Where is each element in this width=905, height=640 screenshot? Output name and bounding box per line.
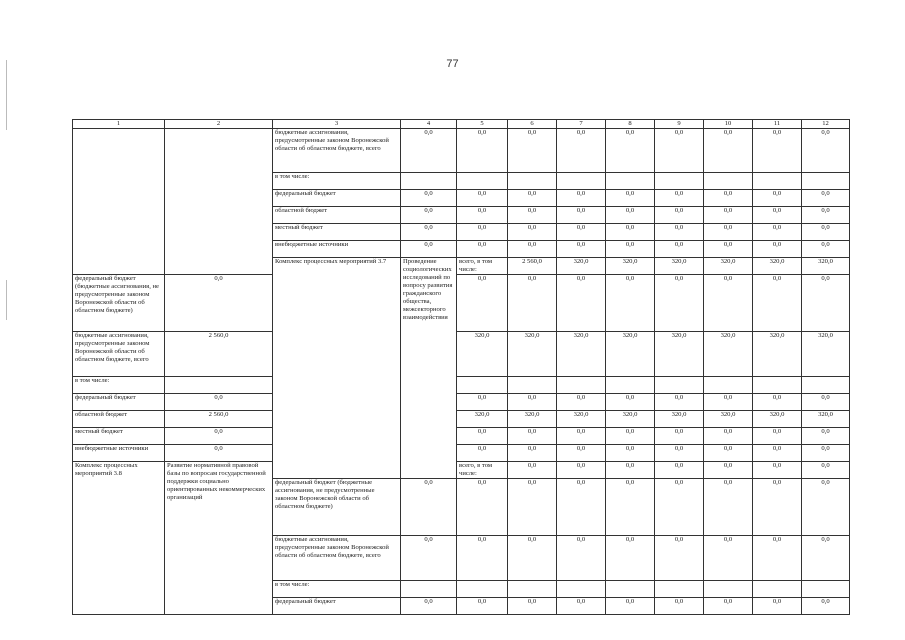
value-cell: 320,0 [508,332,557,377]
row-label: областной бюджет [73,411,165,428]
value-cell: 0,0 [802,394,850,411]
value-cell [606,377,655,394]
value-cell: 320,0 [606,258,655,275]
row-label: местный бюджет [273,224,401,241]
value-cell [753,173,802,190]
value-cell: 320,0 [704,258,753,275]
col-header: 8 [606,120,655,129]
value-cell: 0,0 [704,275,753,332]
value-cell [802,173,850,190]
scan-mark [6,280,7,320]
value-cell: 0,0 [655,462,704,479]
value-cell: 0,0 [401,224,457,241]
value-cell: 0,0 [557,129,606,173]
table-row [73,129,850,173]
table-row [73,428,850,445]
value-cell [606,173,655,190]
value-cell: 0,0 [606,394,655,411]
value-cell: 0,0 [508,241,557,258]
value-cell: 2 560,0 [508,258,557,275]
value-cell: 0,0 [457,536,508,581]
value-cell: 0,0 [753,598,802,615]
value-cell: 0,0 [655,241,704,258]
col-header: 1 [73,120,165,129]
value-cell: 0,0 [802,224,850,241]
value-cell: 0,0 [457,275,508,332]
value-cell: 0,0 [655,598,704,615]
col-header: 6 [508,120,557,129]
value-cell: 0,0 [753,275,802,332]
value-cell: 0,0 [753,536,802,581]
value-cell: 320,0 [457,332,508,377]
value-cell: 0,0 [508,462,557,479]
value-cell: 0,0 [704,598,753,615]
row-label: областной бюджет [273,207,401,224]
value-cell: 0,0 [753,479,802,536]
value-cell: 0,0 [557,462,606,479]
value-cell: 0,0 [802,479,850,536]
row-label: в том числе: [73,377,165,394]
col-header: 5 [457,120,508,129]
value-cell: 320,0 [753,258,802,275]
value-cell: 0,0 [457,190,508,207]
value-cell: 0,0 [606,428,655,445]
value-cell [704,581,753,598]
value-cell: 0,0 [508,275,557,332]
value-cell: 320,0 [655,411,704,428]
value-cell: 0,0 [802,462,850,479]
value-cell: 320,0 [802,332,850,377]
value-cell: 0,0 [655,207,704,224]
table-row [73,275,850,332]
value-cell [165,377,273,394]
value-cell: 0,0 [802,275,850,332]
value-cell: 0,0 [655,224,704,241]
value-cell [606,581,655,598]
value-cell: 0,0 [704,207,753,224]
table-row [73,411,850,428]
row-label: бюджетные ассигнования, предусмотренные законом Воронежской области об областном бюджете, всего [73,332,165,377]
value-cell: 0,0 [401,241,457,258]
row-label: всего, в том числе: [457,462,508,479]
row-label: федеральный бюджет [273,598,401,615]
value-cell: 0,0 [655,190,704,207]
value-cell: 0,0 [704,394,753,411]
value-cell [401,173,457,190]
value-cell [557,377,606,394]
value-cell: 0,0 [606,224,655,241]
row-label: в том числе: [273,581,401,598]
value-cell: 0,0 [457,428,508,445]
value-cell: 320,0 [802,411,850,428]
value-cell: 0,0 [704,462,753,479]
value-cell: 0,0 [508,536,557,581]
row-label: местный бюджет [73,428,165,445]
value-cell: 0,0 [508,207,557,224]
value-cell: 0,0 [508,224,557,241]
col-header: 11 [753,120,802,129]
row-label: внебюджетные источники [73,445,165,462]
value-cell [557,581,606,598]
value-cell: 0,0 [802,129,850,173]
scan-mark [6,60,7,130]
item-title: Развитие нормативной правовой базы по вопросам государственной поддержки социально ориентированных некоммерческих организаций [165,462,273,615]
table-row [73,377,850,394]
value-cell [401,581,457,598]
value-cell: 320,0 [606,411,655,428]
value-cell: 0,0 [606,190,655,207]
value-cell: 0,0 [753,462,802,479]
value-cell: 320,0 [802,258,850,275]
item-code [73,129,165,275]
col-header: 10 [704,120,753,129]
value-cell: 0,0 [802,241,850,258]
value-cell: 0,0 [165,445,273,462]
value-cell: 320,0 [655,332,704,377]
value-cell: 0,0 [704,224,753,241]
value-cell: 0,0 [655,536,704,581]
value-cell: 0,0 [457,129,508,173]
value-cell [457,173,508,190]
value-cell: 0,0 [753,394,802,411]
value-cell: 0,0 [508,428,557,445]
value-cell: 0,0 [606,275,655,332]
value-cell [802,377,850,394]
value-cell: 320,0 [704,411,753,428]
value-cell: 0,0 [557,536,606,581]
value-cell: 0,0 [401,190,457,207]
row-label: федеральный бюджет [273,190,401,207]
value-cell: 0,0 [704,536,753,581]
value-cell: 0,0 [457,445,508,462]
value-cell [457,377,508,394]
value-cell: 0,0 [508,445,557,462]
row-label: федеральный бюджет [73,394,165,411]
value-cell: 0,0 [802,536,850,581]
value-cell: 0,0 [606,462,655,479]
col-header: 12 [802,120,850,129]
value-cell: 0,0 [557,241,606,258]
value-cell: 0,0 [704,445,753,462]
value-cell: 0,0 [802,445,850,462]
value-cell: 0,0 [655,275,704,332]
value-cell: 0,0 [508,394,557,411]
row-label: федеральный бюджет (бюджетные ассигнования, не предусмотренные законом Воронежской области об областном бюджете) [73,275,165,332]
value-cell: 0,0 [753,224,802,241]
col-header: 9 [655,120,704,129]
value-cell: 0,0 [655,394,704,411]
value-cell: 0,0 [557,224,606,241]
value-cell: 320,0 [457,411,508,428]
value-cell [655,377,704,394]
col-header: 3 [273,120,401,129]
value-cell: 0,0 [557,207,606,224]
value-cell: 0,0 [557,598,606,615]
value-cell: 0,0 [655,479,704,536]
value-cell: 0,0 [557,445,606,462]
value-cell: 0,0 [606,129,655,173]
value-cell: 320,0 [557,258,606,275]
value-cell: 0,0 [606,479,655,536]
col-header: 4 [401,120,457,129]
row-label: всего, в том числе: [457,258,508,275]
value-cell [753,377,802,394]
value-cell [457,581,508,598]
budget-table [72,119,850,615]
value-cell [508,377,557,394]
value-cell: 0,0 [606,598,655,615]
value-cell: 2 560,0 [165,411,273,428]
item-title [165,129,273,275]
value-cell: 0,0 [508,190,557,207]
value-cell [508,581,557,598]
value-cell: 0,0 [457,224,508,241]
value-cell: 320,0 [704,332,753,377]
table-row [73,462,850,479]
value-cell [802,581,850,598]
col-header: 2 [165,120,273,129]
page-number: 77 [446,58,459,70]
value-cell [704,173,753,190]
value-cell: 0,0 [401,598,457,615]
value-cell: 0,0 [704,241,753,258]
row-label: бюджетные ассигнования, предусмотренные законом Воронежской области об областном бюджете, всего [273,129,401,173]
item-code: Комплекс процессных мероприятий 3.7 [273,258,401,479]
value-cell [753,581,802,598]
value-cell: 320,0 [557,332,606,377]
row-label: внебюджетные источники [273,241,401,258]
col-header: 7 [557,120,606,129]
value-cell: 0,0 [802,190,850,207]
value-cell: 0,0 [655,445,704,462]
value-cell: 0,0 [457,207,508,224]
value-cell: 0,0 [704,428,753,445]
value-cell: 320,0 [753,411,802,428]
value-cell: 0,0 [508,129,557,173]
item-code: Комплекс процессных мероприятий 3.8 [73,462,165,615]
value-cell: 0,0 [704,129,753,173]
value-cell: 0,0 [753,428,802,445]
value-cell: 0,0 [606,536,655,581]
value-cell: 0,0 [508,479,557,536]
value-cell [557,173,606,190]
value-cell: 0,0 [401,207,457,224]
value-cell: 0,0 [655,129,704,173]
value-cell: 0,0 [606,207,655,224]
value-cell: 0,0 [165,275,273,332]
value-cell: 0,0 [165,428,273,445]
value-cell: 0,0 [753,207,802,224]
value-cell: 0,0 [557,394,606,411]
value-cell: 0,0 [557,428,606,445]
value-cell: 0,0 [753,241,802,258]
value-cell: 0,0 [802,598,850,615]
table-row [73,445,850,462]
value-cell: 320,0 [655,258,704,275]
value-cell: 0,0 [508,598,557,615]
value-cell [655,173,704,190]
item-title: Проведение социологических исследований по вопросу развития гражданского общества, межсекторного взаимодействия [401,258,457,479]
value-cell: 0,0 [606,241,655,258]
value-cell [704,377,753,394]
value-cell: 320,0 [753,332,802,377]
row-label: бюджетные ассигнования, предусмотренные законом Воронежской области об областном бюджете, всего [273,536,401,581]
value-cell: 0,0 [704,479,753,536]
value-cell: 0,0 [557,190,606,207]
value-cell [655,581,704,598]
value-cell [508,173,557,190]
value-cell: 0,0 [802,207,850,224]
table-row [73,332,850,377]
value-cell: 0,0 [457,241,508,258]
value-cell: 0,0 [401,479,457,536]
value-cell: 0,0 [457,598,508,615]
value-cell: 0,0 [401,129,457,173]
value-cell: 0,0 [753,445,802,462]
header-row [73,120,850,129]
value-cell: 0,0 [557,275,606,332]
value-cell: 0,0 [557,479,606,536]
value-cell: 0,0 [401,536,457,581]
row-label: в том числе: [273,173,401,190]
value-cell: 0,0 [457,394,508,411]
value-cell: 320,0 [606,332,655,377]
value-cell: 0,0 [753,190,802,207]
value-cell: 320,0 [508,411,557,428]
value-cell: 0,0 [457,479,508,536]
row-label: федеральный бюджет (бюджетные ассигнования, не предусмотренные законом Воронежской области об областном бюджете) [273,479,401,536]
value-cell: 0,0 [165,394,273,411]
value-cell: 0,0 [655,428,704,445]
value-cell: 0,0 [704,190,753,207]
value-cell: 2 560,0 [165,332,273,377]
value-cell: 0,0 [802,428,850,445]
value-cell: 320,0 [557,411,606,428]
table-row [73,394,850,411]
value-cell: 0,0 [753,129,802,173]
value-cell: 0,0 [606,445,655,462]
